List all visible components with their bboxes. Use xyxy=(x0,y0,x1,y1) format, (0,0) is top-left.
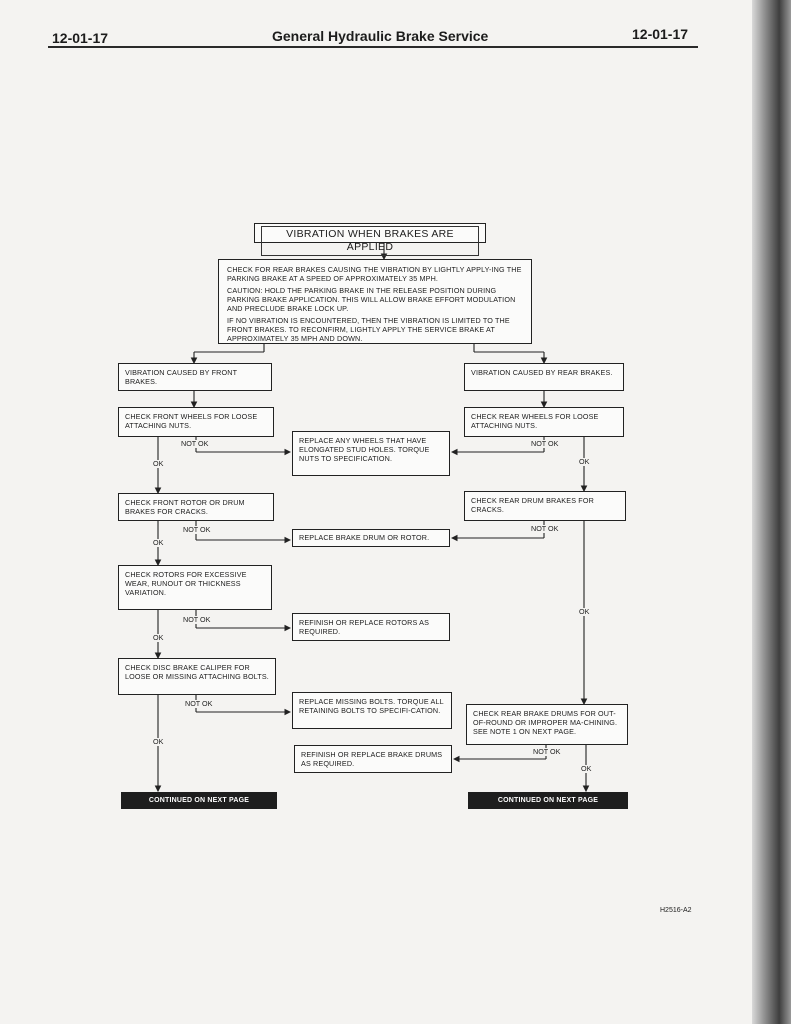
check-rotors-box: CHECK ROTORS FOR EXCESSIVE WEAR, RUNOUT OR THICKNESS VARIATION. xyxy=(118,565,272,610)
check-front-wheels-box: CHECK FRONT WHEELS FOR LOOSE ATTACHING NUTS. xyxy=(118,407,274,437)
rear-brakes-cause-box: VIBRATION CAUSED BY REAR BRAKES. xyxy=(464,363,624,391)
label-not-ok: NOT OK xyxy=(531,524,559,533)
label-not-ok: NOT OK xyxy=(185,699,213,708)
label-ok: OK xyxy=(153,633,164,642)
refinish-rotors-box: REFINISH OR REPLACE ROTORS AS REQUIRED. xyxy=(292,613,450,641)
intro-check-box xyxy=(218,259,532,344)
label-ok: OK xyxy=(579,607,590,616)
continued-left: CONTINUED ON NEXT PAGE xyxy=(121,792,277,809)
label-ok: OK xyxy=(579,457,590,466)
check-front-rotor-drum-box: CHECK FRONT ROTOR OR DRUM BRAKES FOR CRACKS. xyxy=(118,493,274,521)
label-not-ok: NOT OK xyxy=(183,615,211,624)
label-ok: OK xyxy=(153,538,164,547)
check-rear-drums-round-box: CHECK REAR BRAKE DRUMS FOR OUT-OF-ROUND OR IMPROPER MA-CHINING. SEE NOTE 1 ON NEXT PAGE. xyxy=(466,704,628,745)
label-ok: OK xyxy=(153,737,164,746)
label-ok: OK xyxy=(153,459,164,468)
label-not-ok: NOT OK xyxy=(531,439,559,448)
label-not-ok: NOT OK xyxy=(533,747,561,756)
intro-caution: CAUTION: HOLD THE PARKING BRAKE IN THE RELEASE POSITION DURING PARKING BRAKE APPLICATION. THIS WILL ALLOW BRAKE EFFORT MODULATION AND PRECLUDE BRAKE LOCK UP. xyxy=(227,286,516,313)
check-rear-drum-box: CHECK REAR DRUM BRAKES FOR CRACKS. xyxy=(464,491,626,521)
refinish-drums-box: REFINISH OR REPLACE BRAKE DRUMS AS REQUIRED. xyxy=(294,745,452,773)
check-caliper-box: CHECK DISC BRAKE CALIPER FOR LOOSE OR MISSING ATTACHING BOLTS. xyxy=(118,658,276,695)
replace-wheels-box: REPLACE ANY WHEELS THAT HAVE ELONGATED STUD HOLES. TORQUE NUTS TO SPECIFICATION. xyxy=(292,431,450,476)
check-rear-wheels-box: CHECK REAR WHEELS FOR LOOSE ATTACHING NUTS. xyxy=(464,407,624,437)
continued-right: CONTINUED ON NEXT PAGE xyxy=(468,792,628,809)
label-ok: OK xyxy=(581,764,592,773)
front-brakes-cause-box: VIBRATION CAUSED BY FRONT BRAKES. xyxy=(118,363,272,391)
intro-no-vibration: IF NO VIBRATION IS ENCOUNTERED, THEN THE VIBRATION IS LIMITED TO THE FRONT BRAKES. TO RECONFIRM, LIGHTLY APPLY THE SERVICE BRAKE AT APPROXIMATELY 35 MPH AND DOWN. xyxy=(227,316,510,343)
label-not-ok: NOT OK xyxy=(183,525,211,534)
replace-drum-rotor-box: REPLACE BRAKE DRUM OR ROTOR. xyxy=(292,529,450,547)
figure-code: H2516-A2 xyxy=(660,907,692,914)
intro-instruction: CHECK FOR REAR BRAKES CAUSING THE VIBRATION BY LIGHTLY APPLY-ING THE PARKING BRAKE AT A SPEED OF APPROXIMATELY 35 MPH. xyxy=(227,265,522,283)
section-number-right: 12-01-17 xyxy=(632,26,689,42)
flowchart-title: VIBRATION WHEN BRAKES ARE APPLIED xyxy=(254,223,486,243)
replace-bolts-box: REPLACE MISSING BOLTS. TORQUE ALL RETAINING BOLTS TO SPECIFI-CATION. xyxy=(292,692,452,729)
page-title: General Hydraulic Brake Service xyxy=(272,28,489,44)
label-not-ok: NOT OK xyxy=(181,439,209,448)
section-number-left: 12-01-17 xyxy=(52,30,109,46)
